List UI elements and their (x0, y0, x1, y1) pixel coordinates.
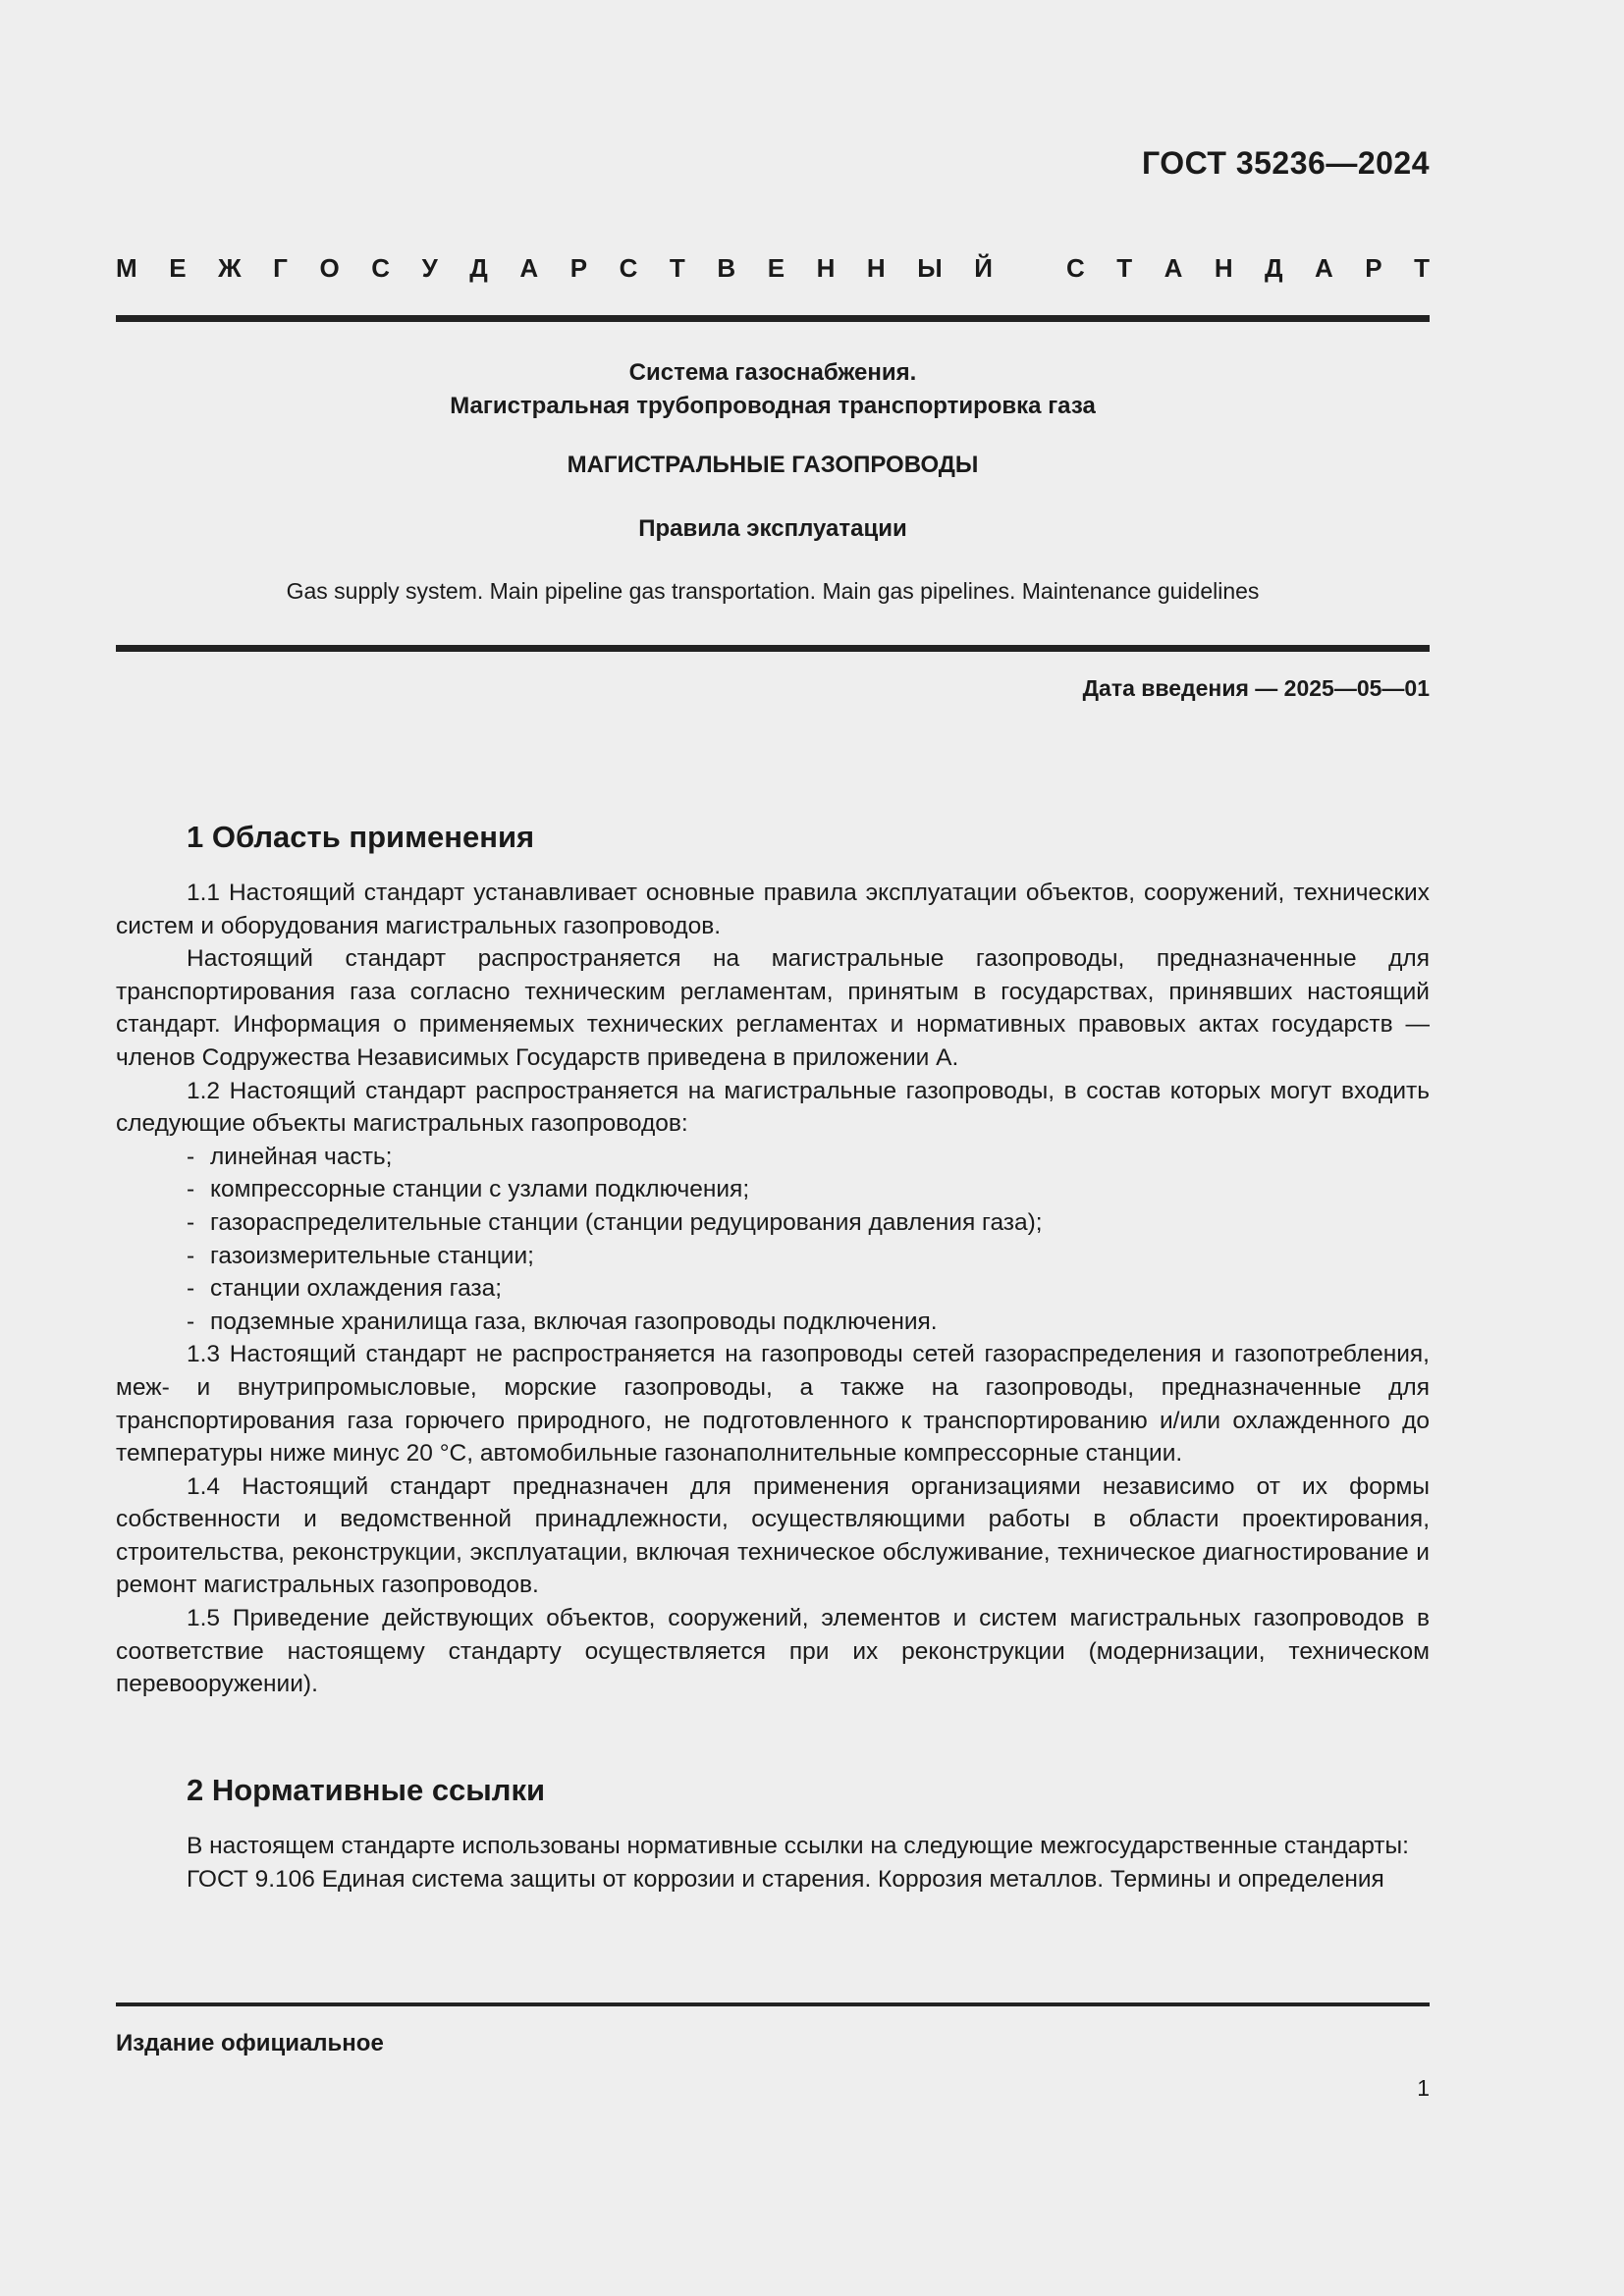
standard-type-letter: М (116, 253, 137, 283)
title-series (116, 356, 1430, 423)
standard-type-letter: Н (866, 253, 886, 283)
standard-type-letter: А (1164, 253, 1183, 283)
paragraph: 1.4 Настоящий стандарт предназначен для применения организациями независимо от их формы собственности и ведомственной принадлежности, осуществляющими работы в области проектирования, строительства, реконструкции, эксплуатации, включая техническое обслуживание, техническое диагностирование и ремонт магистральных газопроводов. (116, 1472, 1430, 1599)
standard-type-letter: С (371, 253, 391, 283)
footer-divider (116, 2002, 1430, 2006)
official-edition-label: Издание официальное (116, 2030, 384, 2056)
list-item-text: компрессорные станции с узлами подключения; (210, 1176, 750, 1203)
header-divider (116, 315, 1430, 322)
standard-type-letter: Й (974, 253, 993, 283)
standard-type-letter: Е (767, 253, 785, 283)
list-dash: - (187, 1275, 195, 1303)
list-item (116, 1206, 1430, 1240)
document-number: ГОСТ 35236—2024 (1141, 145, 1430, 181)
paragraph: 1.5 Приведение действующих объектов, сооружений, элементов и систем магистральных газопроводов в соответствие настоящему стандарту осуществляется при их реконструкции (модернизации, техническом перевооружении). (116, 1605, 1430, 1698)
standard-type-letter: Т (669, 253, 685, 283)
standard-type-heading (116, 253, 1430, 284)
title-subtitle: Правила эксплуатации (638, 515, 907, 542)
document-page (116, 0, 1430, 2296)
paragraph: В настоящем стандарте использованы нормативные ссылки на следующие межгосударственные стандарты: (187, 1833, 1409, 1859)
section-scope (116, 818, 1430, 1701)
list-dash: - (187, 1242, 195, 1269)
reference-item: ГОСТ 9.106 Единая система защиты от коррозии и старения. Коррозия металлов. Термины и определения (187, 1865, 1384, 1893)
list-item (116, 1272, 1430, 1306)
standard-type-letter: С (1066, 253, 1085, 283)
list-item-text: линейная часть; (210, 1143, 393, 1170)
standard-type-letter: Н (1214, 253, 1233, 283)
paragraph: 1.1 Настоящий стандарт устанавливает основные правила эксплуатации объектов, сооружений, технических систем и оборудования магистральных газопроводов. (116, 880, 1430, 939)
page-number: 1 (1417, 2075, 1430, 2101)
standard-type-letter: С (619, 253, 638, 283)
title-english: Gas supply system. Main pipeline gas transportation. Main gas pipelines. Maintenance guidelines (286, 578, 1260, 604)
list-item-text: станции охлаждения газа; (210, 1275, 503, 1303)
list-item-text: подземные хранилища газа, включая газопроводы подключения. (210, 1308, 938, 1335)
title-series-line-2: Магистральная трубопроводная транспортировка газа (450, 393, 1096, 419)
standard-type-letter: Д (469, 253, 488, 283)
list-item (116, 1141, 1430, 1174)
list-dash: - (187, 1308, 195, 1335)
standard-type-letter: Н (816, 253, 836, 283)
list-item (116, 1306, 1430, 1339)
title-divider (116, 645, 1430, 652)
standard-type-letter: Ы (917, 253, 943, 283)
standard-type-letter: Р (1365, 253, 1382, 283)
standard-type-letter: Т (1116, 253, 1133, 283)
list-dash: - (187, 1143, 195, 1170)
paragraph: Настоящий стандарт распространяется на магистральные газопроводы, предназначенные для транспортирования газа согласно техническим регламентам, принятым в государствах, принявших настоящий стандарт. Информация о применяемых технических регламентах и нормативных правовых актах государств — членов Содружества Независимых Государств приведена в приложении А. (116, 945, 1430, 1071)
standard-type-letter: А (1315, 253, 1333, 283)
standard-type-letter: Е (169, 253, 187, 283)
standard-type-letter: А (519, 253, 539, 283)
standard-type-letter: Г (273, 253, 288, 283)
list-item (116, 1240, 1430, 1273)
standard-type-letter: Д (1265, 253, 1283, 283)
list-dash: - (187, 1176, 195, 1203)
list-dash: - (187, 1208, 195, 1236)
standard-type-letter: Ж (218, 253, 242, 283)
paragraph: 1.3 Настоящий стандарт не распространяется на газопроводы сетей газораспределения и газопотребления, меж- и внутрипромысловые, морские газопроводы, а также на газопроводы, предназначенные для транспортирования газа горючего природного, не подготовленного к транспортированию и/или охлажденного до температуры ниже минус 20 °С, автомобильные газонаполнительные компрессорные станции. (116, 1341, 1430, 1468)
section-normative-references (116, 1771, 1430, 1896)
objects-list (116, 1141, 1430, 1339)
paragraph: 1.2 Настоящий стандарт распространяется на магистральные газопроводы, в состав которых могут входить следующие объекты магистральных газопроводов: (116, 1077, 1430, 1138)
section-heading: 2 Нормативные ссылки (187, 1773, 546, 1807)
list-item (116, 1173, 1430, 1206)
standard-type-letter: Р (569, 253, 588, 283)
section-heading: 1 Область применения (187, 820, 535, 854)
standard-type-letter: О (319, 253, 340, 283)
standard-type-letter: В (717, 253, 736, 283)
list-item-text: газораспределительные станции (станции редуцирования давления газа); (210, 1208, 1043, 1236)
standard-type-word-1 (116, 253, 993, 284)
list-item-text: газоизмерительные станции; (210, 1242, 534, 1269)
introduction-date: Дата введения — 2025—05—01 (1082, 675, 1430, 701)
standard-type-letter: У (421, 253, 438, 283)
standard-type-letter: Т (1414, 253, 1430, 283)
title-main: МАГИСТРАЛЬНЫЕ ГАЗОПРОВОДЫ (567, 452, 979, 478)
title-series-line-1: Система газоснабжения. (628, 359, 917, 386)
standard-type-word-2 (1066, 253, 1430, 284)
